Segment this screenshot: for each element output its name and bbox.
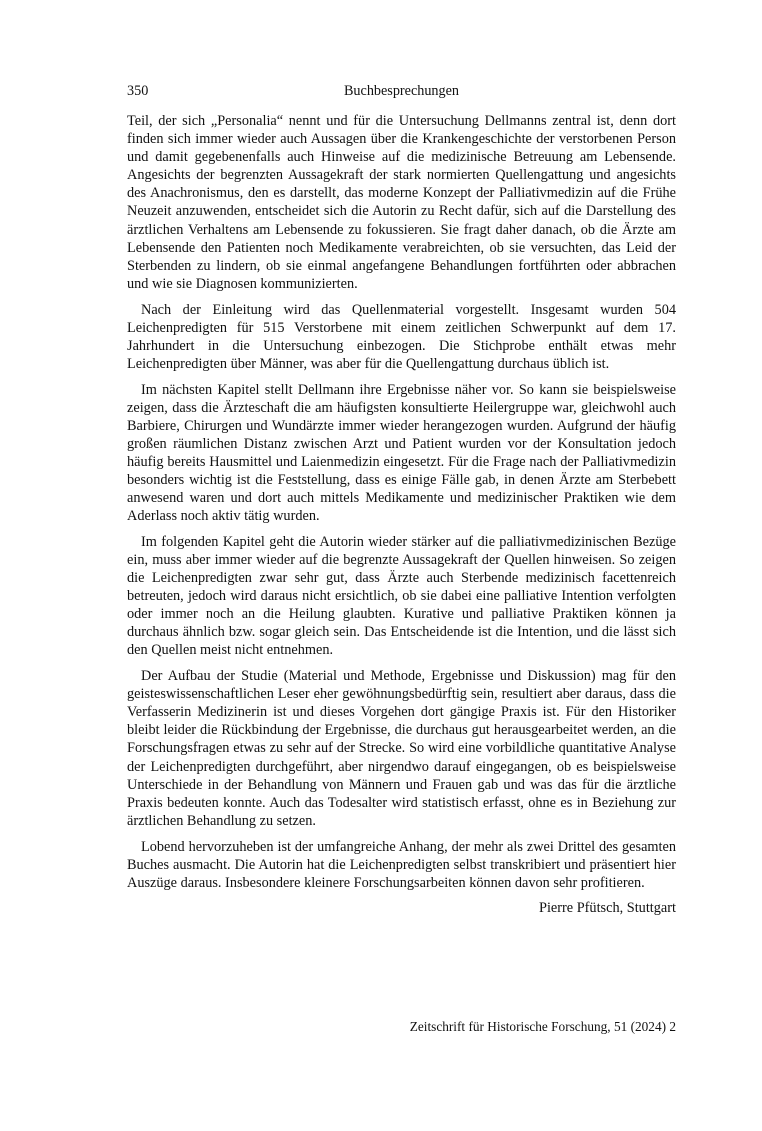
paragraph: Der Aufbau der Studie (Material und Methode, Ergebnisse und Diskussion) mag für den geisteswissenschaftlichen Leser eher gewöhnungsbedürftig sein, resultiert aber daraus, dass die Verfasserin Medizinerin ist und dieses Vorgehen dort gängige Praxis ist. Für den Historiker bleibt leider die Rückbindung der Ergebnisse, die durchaus gut herausgearbeitet werden, an die Forschungsfragen etwas zu sehr auf der Strecke. So wird eine vorbildliche quantitative Analyse der Leichenpredigten durchgeführt, aber nirgendwo darauf eingegangen, ob es beispielsweise Unterschiede in der Behandlung von Männern und Frauen gab und was das für die ärztliche Praxis bedeuten konnte. Auch das Todesalter wird statistisch erfasst, ohne es in Beziehung zur ärztlichen Behandlung zu setzen. <box>127 668 676 829</box>
paragraph: Teil, der sich „Personalia“ nennt und für die Untersuchung Dellmanns zentral ist, denn dort finden sich immer wieder auch Aussagen über die Krankengeschichte der verstorbenen Person und damit gegebenenfalls auch Hinweise auf die medizinische Betreuung am Lebensende. Angesichts der begrenzten Aussagekraft der stark normierten Quellengattung und angesichts des Anachronismus, den es darstellt, das moderne Konzept der Palliativmedizin auf die Frühe Neuzeit anzuwenden, entscheidet sich die Autorin zu Recht dafür, sich auf die Darstellung des ärztlichen Verhaltens am Lebensende zu fokussieren. Sie fragt daher danach, ob die Ärzte am Lebensende den Patienten noch Medikamente verabreichten, ob sie versuchten, das Leid der Sterbenden zu lindern, ob sie einmal angefangene Behandlungen fortführten oder abbrachen und wie sie Diagnosen kommunizierten. <box>127 113 676 292</box>
running-title: Buchbesprechungen <box>343 83 460 99</box>
reviewer-signature: Pierre Pfütsch, Stuttgart <box>539 900 676 917</box>
paragraph: Im nächsten Kapitel stellt Dellmann ihre Ergebnisse näher vor. So kann sie beispielsweise zeigen, dass die Ärzteschaft die am häufigsten konsultierte Heilergruppe war, gleichwohl auch Barbiere, Chirurgen und Wundärzte immer wieder herangezogen wurden. Aufgrund der häufig großen räumlichen Distanz zwischen Arzt und Patient wurden vor der Konsultation jedoch häufig bereits Hausmittel und Laienmedizin eingesetzt. Für die Frage nach der Palliativmedizin besonders wichtig ist die Feststellung, dass es einige Fälle gab, in denen Ärzte am Sterbebett anwesend waren und dort auch mittels Medikamente und medizinischer Praktiken wie dem Aderlass noch aktiv tätig wurden. <box>127 381 676 525</box>
page-content <box>127 80 676 918</box>
paragraph: Im folgenden Kapitel geht die Autorin wieder stärker auf die palliativmedizinischen Bezüge ein, muss aber immer wieder auf die begrenzte Aussagekraft der Quellen hinweisen. So zeigen die Leichenpredigten zwar sehr gut, dass Ärzte auch Sterbende medizinisch facettenreich betreuten, jedoch wird daraus nicht ersichtlich, ob sie dabei eine palliative Intention verfolgten oder immer noch an die Heilung glaubten. Kurative und palliative Praktiken können ja durchaus ähnlich bzw. sogar gleich sein. Das Entscheidende ist die Intention, und die lässt sich den Quellen meist nicht entnehmen. <box>127 533 676 659</box>
review-body <box>127 112 676 892</box>
journal-footer: Zeitschrift für Historische Forschung, 51 (2024) 2 <box>409 1019 676 1034</box>
paragraph: Lobend hervorzuheben ist der umfangreiche Anhang, der mehr als zwei Drittel des gesamten Buches ausmacht. Die Autorin hat die Leichenpredigten selbst transkribiert und präsentiert hier Auszüge daraus. Insbesondere kleinere Forschungsarbeiten können davon sehr profitieren. <box>127 838 676 891</box>
page-number: 350 <box>127 83 149 99</box>
page-header <box>127 80 676 102</box>
paragraph: Nach der Einleitung wird das Quellenmaterial vorgestellt. Insgesamt wurden 504 Leichenpredigten für 515 Verstorbene mit einem zeitlichen Schwerpunkt auf dem 17. Jahrhundert in die Untersuchung einbezogen. Die Stichprobe enthält etwas mehr Leichenpredigten über Männer, was aber für die Quellengattung durchaus üblich ist. <box>127 301 676 372</box>
